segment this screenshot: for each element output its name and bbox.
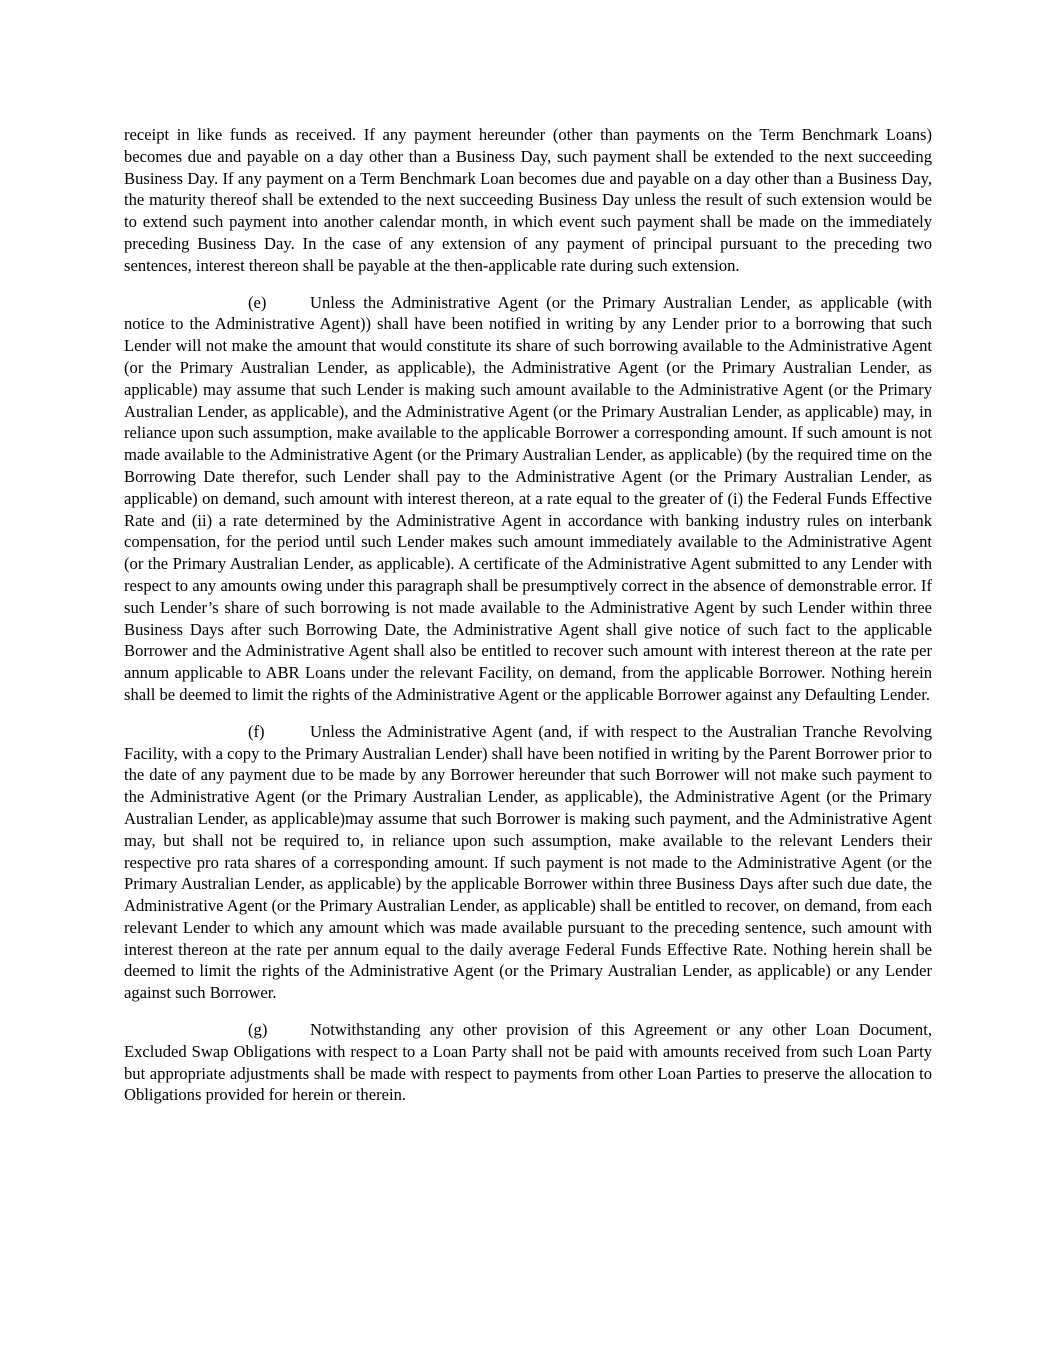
paragraph-text: receipt in like funds as received. If any payment hereunder (other than payments on the Term Benchmark Loans) becomes due and payable on a day other than a Business Day, such payment shall be extended to the next succeeding Business Day. If any payment on a Term Benchmark Loan becomes due and payable on a day other than a Business Day, the maturity thereof shall be extended to the next succeeding Business Day unless the result of such extension would be to extend such payment into another calendar month, in which event such payment shall be made on the immediately preceding Business Day. In the case of any extension of any payment of principal pursuant to the preceding two sentences, interest thereon shall be payable at the then-applicable rate during such extension.	[124, 125, 932, 275]
paragraph-e	[124, 292, 932, 706]
paragraph-continuation	[124, 124, 932, 277]
paragraph-text: Unless the Administrative Agent (and, if with respect to the Australian Tranche Revolving Facility, with a copy to the Primary Australian Lender) shall have been notified in writing by the Parent Borrower prior to the date of any payment due to be made by any Borrower hereunder that such Borrower will not make such payment to the Administrative Agent (or the Primary Australian Lender, as applicable), the Administrative Agent (or the Primary Australian Lender, as applicable)may assume that such Borrower is making such payment, and the Administrative Agent may, but shall not be required to, in reliance upon such assumption, make available to the relevant Lenders their respective pro rata shares of a corresponding amount. If such payment is not made to the Administrative Agent (or the Primary Australian Lender, as applicable) by the applicable Borrower within three Business Days after such due date, the Administrative Agent (or the Primary Australian Lender, as applicable) shall be entitled to recover, on demand, from each relevant Lender to which any amount which was made available pursuant to the preceding sentence, such amount with interest thereon at the rate per annum equal to the daily average Federal Funds Effective Rate. Nothing herein shall be deemed to limit the rights of the Administrative Agent (or the Primary Australian Lender, as applicable) or any Lender against such Borrower.	[124, 721, 932, 1003]
paragraph-g	[124, 1019, 932, 1106]
paragraph-label: (e)	[248, 292, 267, 312]
paragraph-text: Notwithstanding any other provision of this Agreement or any other Loan Document, Excluded Swap Obligations with respect to a Loan Party shall not be paid with amounts received from such Loan Party but appropriate adjustments shall be made with respect to payments from other Loan Parties to preserve the allocation to Obligations provided for herein or therein.	[124, 1020, 932, 1105]
paragraph-label: (g)	[248, 1020, 268, 1040]
paragraph-f	[124, 721, 932, 1004]
document-page	[124, 124, 932, 1121]
paragraph-text: Unless the Administrative Agent (or the Primary Australian Lender, as applicable (with notice to the Administrative Agent)) shall have been notified in writing by any Lender prior to a borrowing that such Lender will not make the amount that would constitute its share of such borrowing available to the Administrative Agent (or the Primary Australian Lender, as applicable), the Administrative Agent (or the Primary Australian Lender, as applicable) may assume that such Lender is making such amount available to the Administrative Agent (or the Primary Australian Lender, as applicable), and the Administrative Agent (or the Primary Australian Lender, as applicable) may, in reliance upon such assumption, make available to the applicable Borrower a corresponding amount. If such amount is not made available to the Administrative Agent (or the Primary Australian Lender, as applicable) (by the required time on the Borrowing Date therefor, such Lender shall pay to the Administrative Agent (or the Primary Australian Lender, as applicable) on demand, such amount with interest thereon, at a rate equal to the greater of (i) the Federal Funds Effective Rate and (ii) a rate determined by the Administrative Agent in accordance with banking industry rules on interbank compensation, for the period until such Lender makes such amount immediately available to the Administrative Agent (or the Primary Australian Lender, as applicable). A certificate of the Administrative Agent submitted to any Lender with respect to any amounts owing under this paragraph shall be presumptively correct in the absence of demonstrable error. If such Lender’s share of such borrowing is not made available to the Administrative Agent by such Lender within three Business Days after such Borrowing Date, the Administrative Agent shall give notice of such fact to the applicable Borrower and the Administrative Agent shall also be entitled to recover such amount with interest thereon at the rate per annum applicable to ABR Loans under the relevant Facility, on demand, from the applicable Borrower. Nothing herein shall be deemed to limit the rights of the Administrative Agent or the applicable Borrower against any Defaulting Lender.	[124, 292, 932, 704]
paragraph-label: (f)	[248, 721, 265, 741]
